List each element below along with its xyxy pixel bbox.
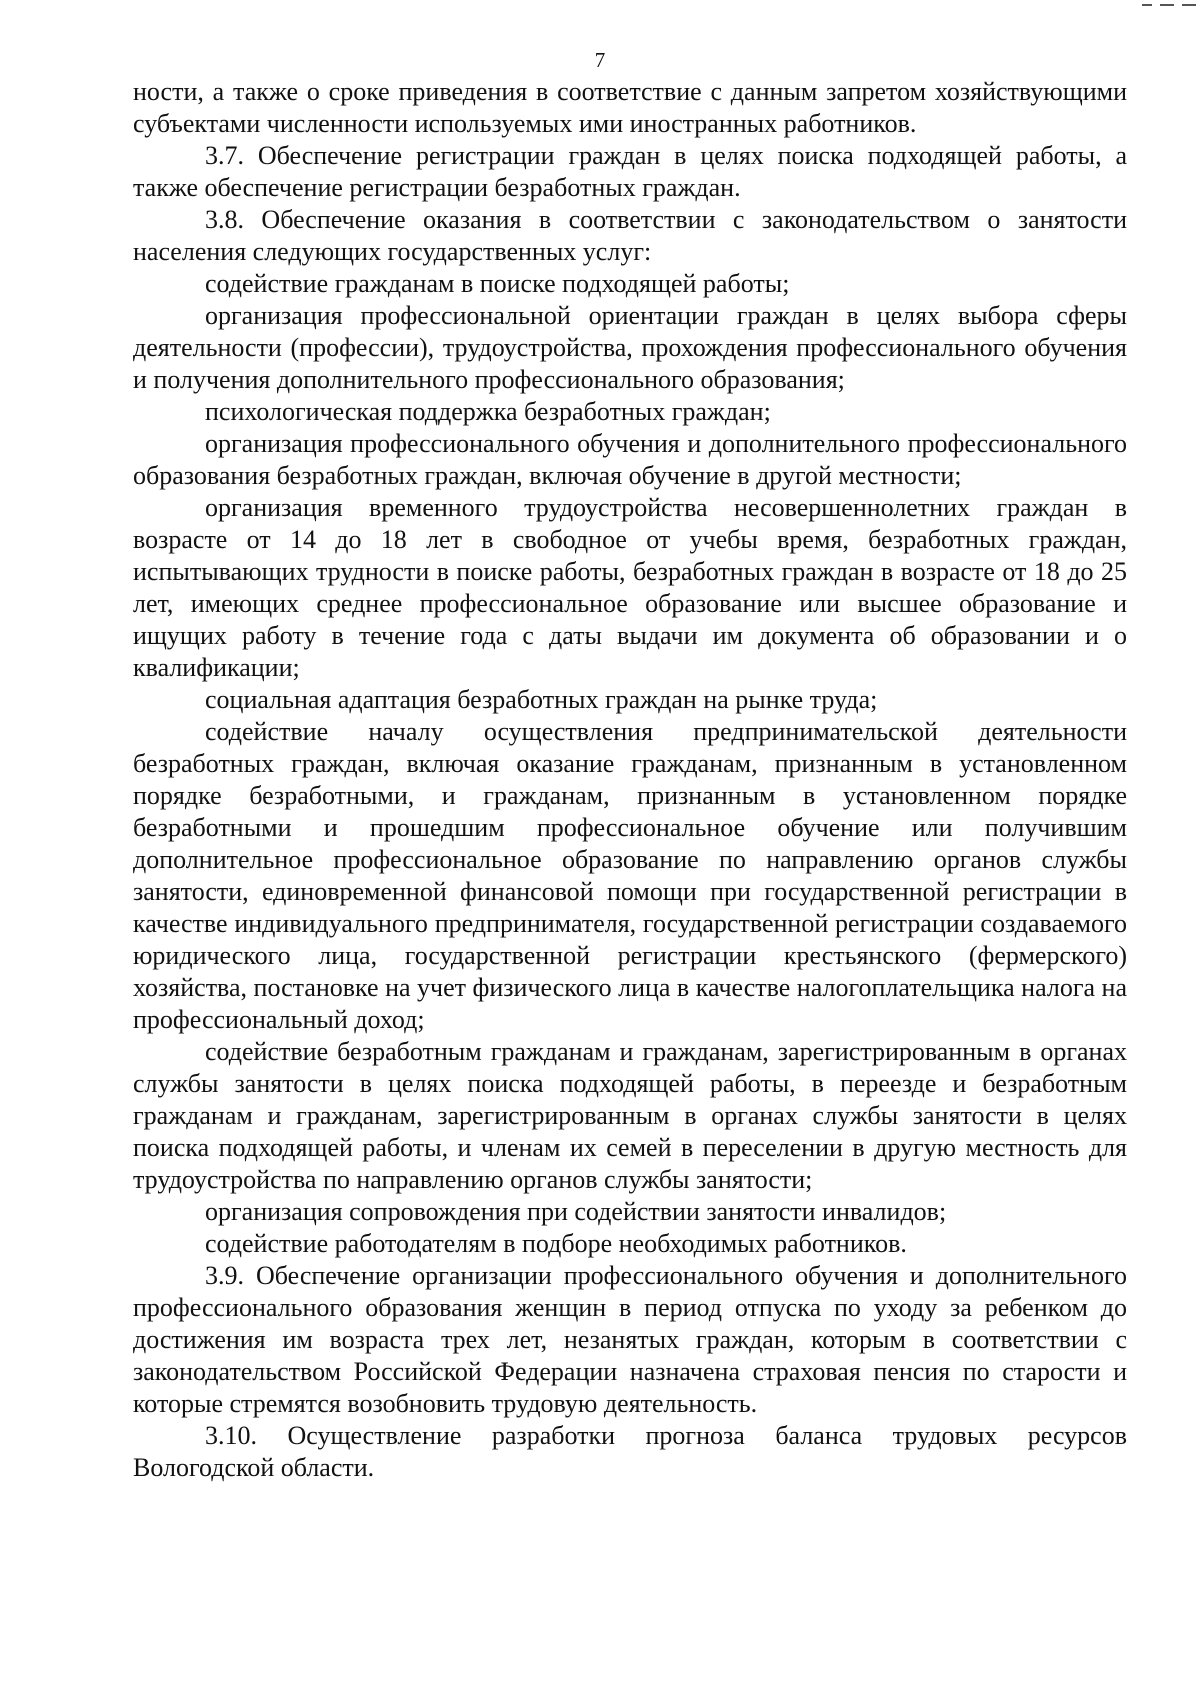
paragraph-continuation: ности, а также о сроке приведения в соответствие с данным запретом хозяйствующими субъектами численности используемых ими иностранных работников.: [133, 77, 1127, 138]
list-item: организация профессионального обучения и дополнительного профессионального образования безработных граждан, включая обучение в другой местности;: [133, 429, 1127, 490]
list-item: организация сопровождения при содействии занятости инвалидов;: [205, 1197, 947, 1226]
page-number: 7: [594, 48, 606, 72]
list-item: психологическая поддержка безработных граждан;: [205, 397, 771, 426]
paragraph-3-10: 3.10. Осуществление разработки прогноза баланса трудовых ресурсов Вологодской области.: [133, 1421, 1127, 1482]
list-item: содействие началу осуществления предпринимательской деятельности безработных граждан, включая оказание гражданам, признанным в установленном порядке безработными, и гражданам, признанным в установленном порядке безработными и прошедшим профессиональное обучение или получившим дополнительное профессиональное образование по направлению органов службы занятости, единовременной финансовой помощи при государственной регистрации в качестве индивидуального предпринимателя, государственной регистрации создаваемого юридического лица, государственной регистрации крестьянского (фермерского) хозяйства, постановке на учет физического лица в качестве налогоплательщика налога на профессиональный доход;: [133, 717, 1127, 1034]
scan-corner-mark: [1140, 0, 1200, 14]
paragraph-3-9: 3.9. Обеспечение организации профессионального обучения и дополнительного профессионального образования женщин в период отпуска по уходу за ребенком до достижения им возраста трех лет, незанятых граждан, которым в соответствии с законодательством Российской Федерации назначена страховая пенсия по старости и которые стремятся возобновить трудовую деятельность.: [133, 1261, 1127, 1418]
paragraph-3-7: 3.7. Обеспечение регистрации граждан в целях поиска подходящей работы, а также обеспечение регистрации безработных граждан.: [133, 141, 1127, 202]
list-item: социальная адаптация безработных граждан на рынке труда;: [205, 685, 878, 714]
list-item: организация временного трудоустройства несовершеннолетних граждан в возрасте от 14 до 18 лет в свободное от учебы время, безработных граждан, испытывающих трудности в поиске работы, безработных граждан в возрасте от 18 до 25 лет, имеющих среднее профессиональное образование или высшее образование и ищущих работу в течение года с даты выдачи им документа об образовании и о квалификации;: [133, 493, 1127, 682]
list-item: содействие гражданам в поиске подходящей работы;: [205, 269, 790, 298]
document-body: [133, 76, 1127, 1484]
paragraph-3-8: 3.8. Обеспечение оказания в соответствии с законодательством о занятости населения следующих государственных услуг:: [133, 205, 1127, 266]
list-item: организация профессиональной ориентации граждан в целях выбора сферы деятельности (профессии), трудоустройства, прохождения профессионального обучения и получения дополнительного профессионального образования;: [133, 301, 1127, 394]
list-item: содействие работодателям в подборе необходимых работников.: [205, 1229, 907, 1258]
list-item: содействие безработным гражданам и гражданам, зарегистрированным в органах службы занятости в целях поиска подходящей работы, в переезде и безработным гражданам и гражданам, зарегистрированным в органах службы занятости в целях поиска подходящей работы, и членам их семей в переселении в другую местность для трудоустройства по направлению органов службы занятости;: [133, 1037, 1127, 1194]
